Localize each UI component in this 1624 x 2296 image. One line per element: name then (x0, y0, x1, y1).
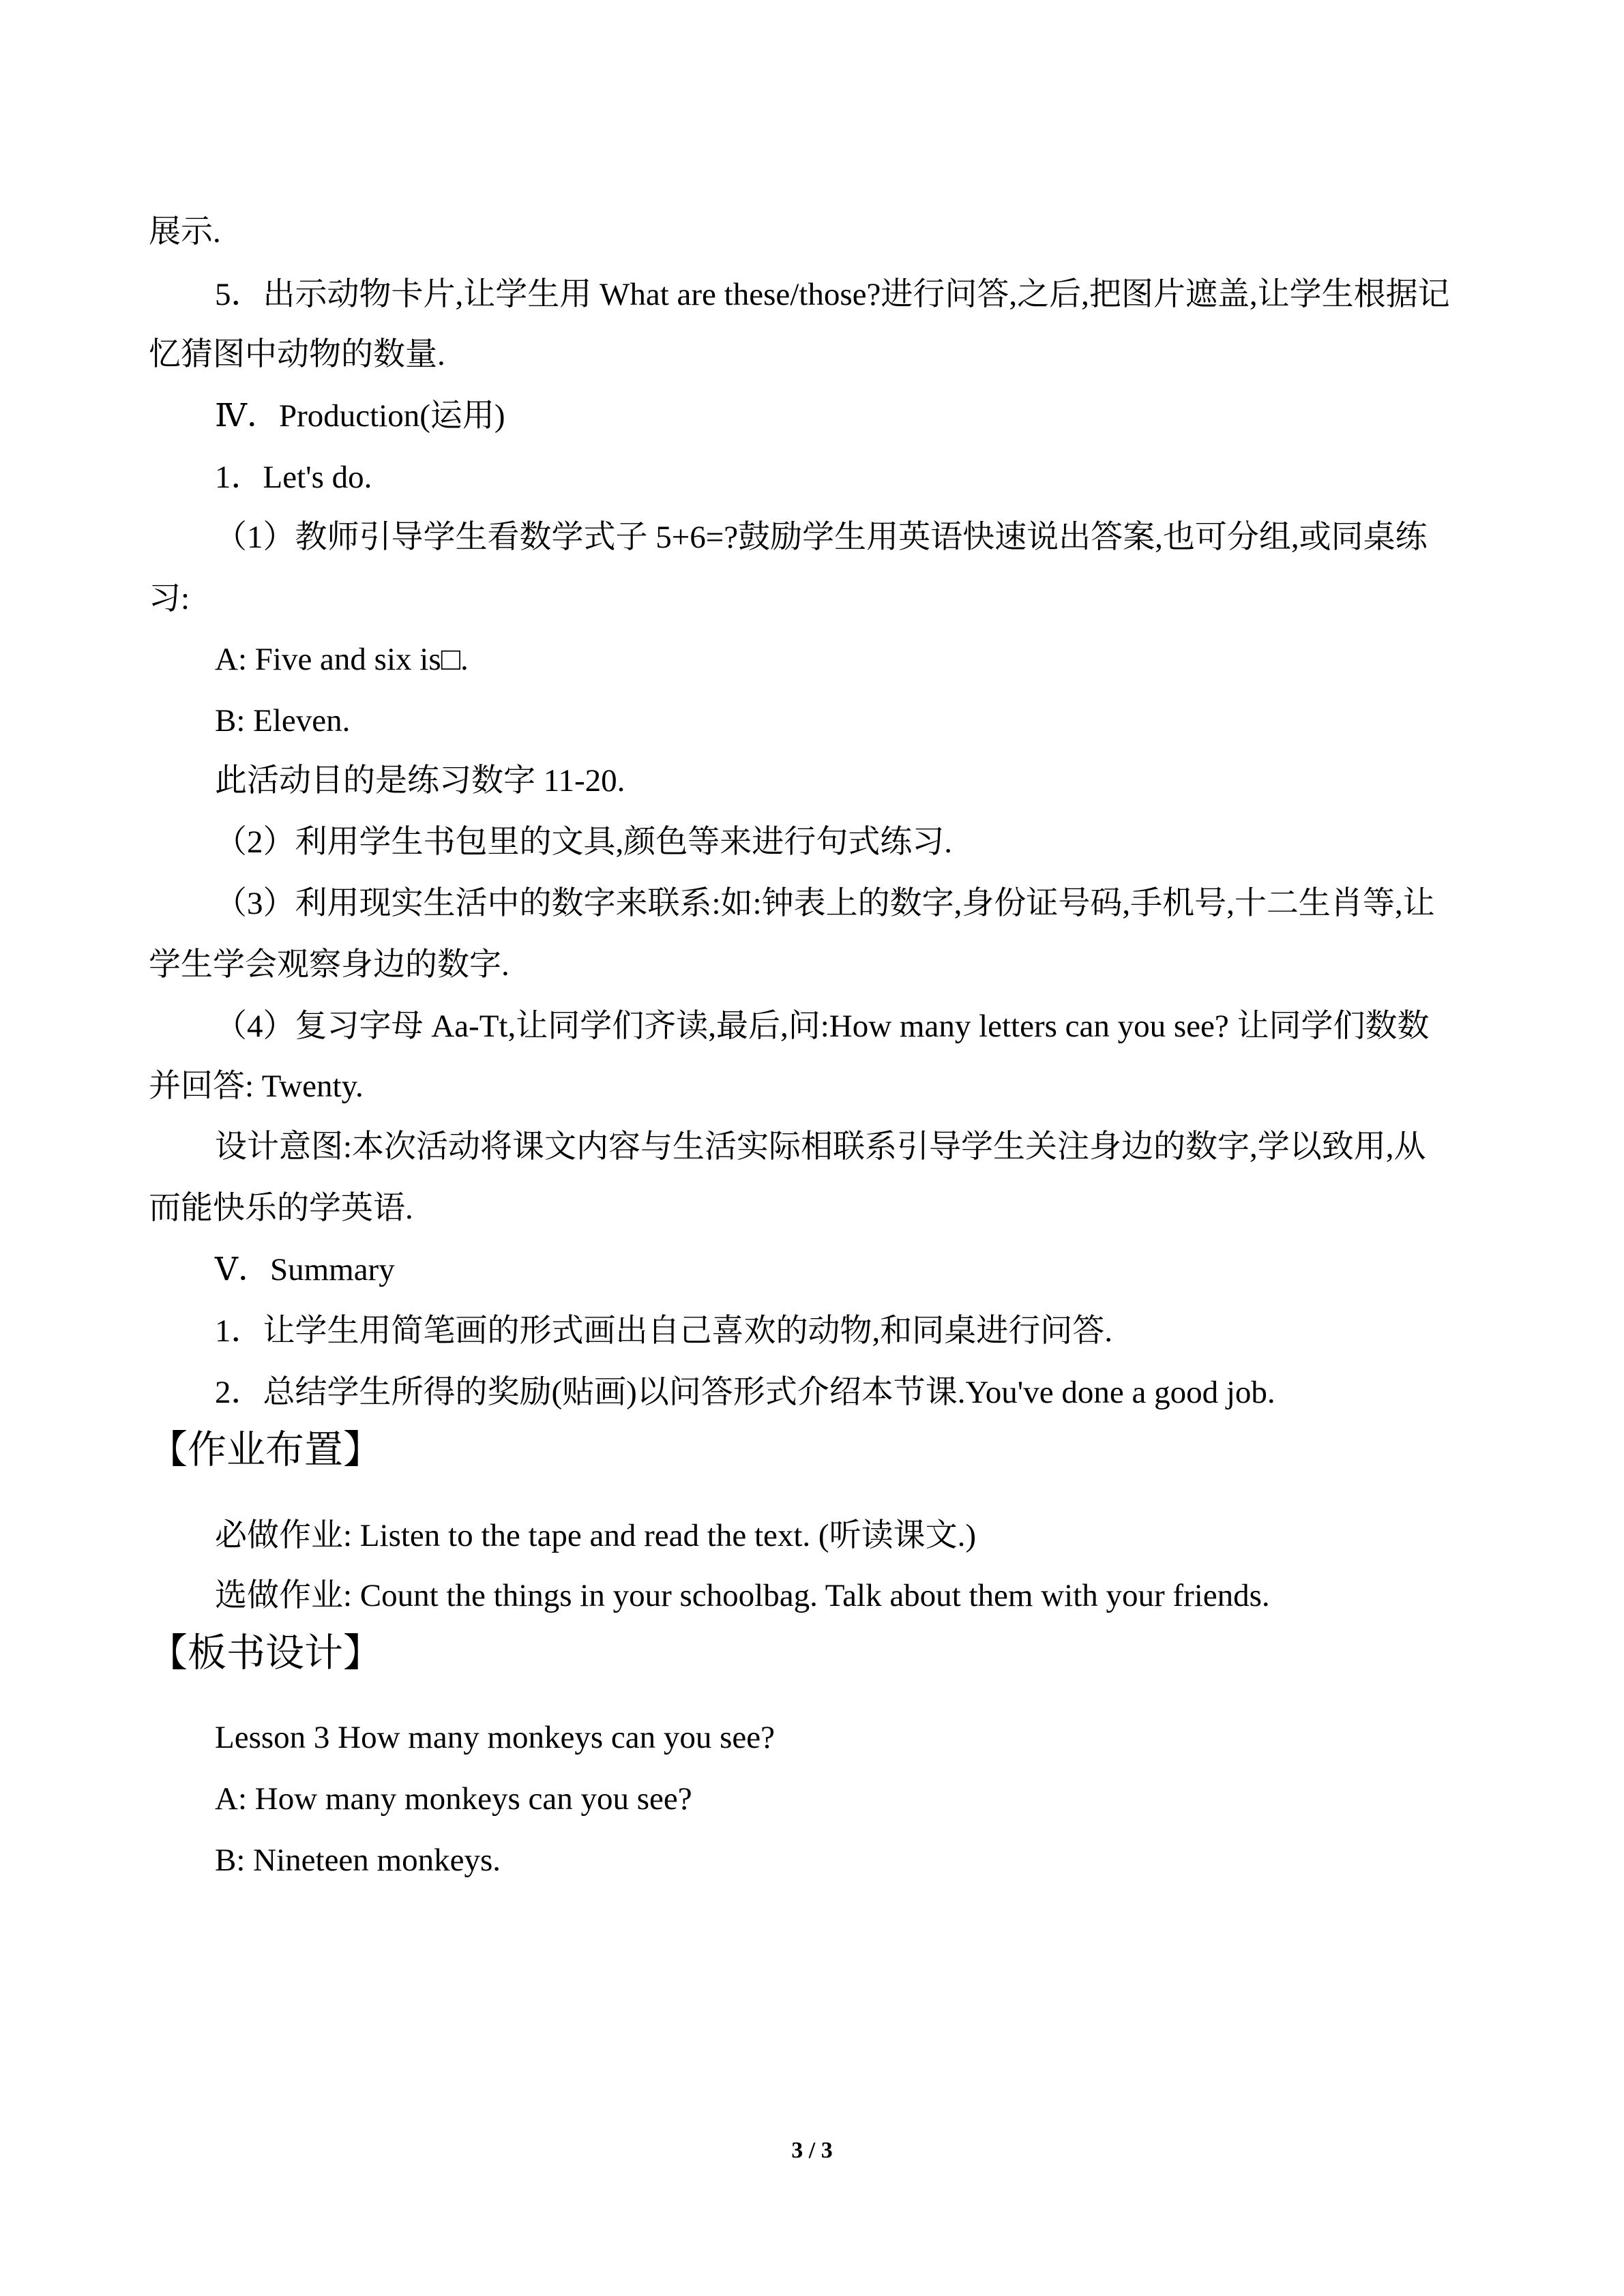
board-line: A: How many monkeys can you see? (215, 1781, 692, 1817)
section-heading-production: Ⅳ．Production(运用) (215, 398, 505, 434)
section-heading-homework: 【作业布置】 (149, 1429, 382, 1472)
section-heading-board-design: 【板书设计】 (149, 1632, 382, 1675)
text-line: 习: (149, 581, 190, 616)
text-line: （3）利用现实生活中的数字来联系:如:钟表上的数字,身份证号码,手机号,十二生肖等,让 (215, 886, 1435, 921)
text-line: （2）利用学生书包里的文具,颜色等来进行句式练习. (215, 824, 952, 860)
text-line: 并回答: Twenty. (149, 1069, 364, 1104)
text-line: 忆猜图中动物的数量. (149, 337, 445, 372)
section-heading-summary: Ⅴ．Summary (215, 1252, 395, 1287)
text-line: （4）复习字母 Aa-Tt,让同学们齐读,最后,问:How many letters can you see? 让同学们数数 (215, 1009, 1430, 1044)
text-line: 5．出示动物卡片,让学生用 What are these/those?进行问答,之后,把图片遮盖,让学生根据记 (215, 277, 1450, 312)
board-line: B: Nineteen monkeys. (215, 1843, 501, 1878)
text-line: 设计意图:本次活动将课文内容与生活实际相联系引导学生关注身边的数字,学以致用,从 (215, 1129, 1426, 1165)
dialogue-line: B: Eleven. (215, 703, 351, 739)
text-line: 此活动目的是练习数字 11-20. (215, 763, 625, 799)
dialogue-line: A: Five and six is□. (215, 642, 469, 677)
board-line: Lesson 3 How many monkeys can you see? (215, 1720, 776, 1755)
text-line: 2．总结学生所得的奖励(贴画)以问答形式介绍本节课.You've done a good job. (215, 1375, 1275, 1410)
text-line: 1．让学生用简笔画的形式画出自己喜欢的动物,和同桌进行问答. (215, 1313, 1112, 1349)
text-line: 而能快乐的学英语. (149, 1191, 413, 1226)
homework-optional: 选做作业: Count the things in your schoolbag. Talk about them with your friends. (215, 1578, 1270, 1613)
text-line: 展示. (149, 214, 221, 250)
text-line: 1．Let's do. (215, 460, 372, 495)
text-line: （1）教师引导学生看数学式子 5+6=?鼓励学生用英语快速说出答案,也可分组,或同桌练 (215, 520, 1428, 555)
homework-required: 必做作业: Listen to the tape and read the text. (听读课文.) (215, 1518, 976, 1553)
text-line: 学生学会观察身边的数字. (149, 947, 510, 983)
page-number: 3 / 3 (791, 2138, 833, 2163)
